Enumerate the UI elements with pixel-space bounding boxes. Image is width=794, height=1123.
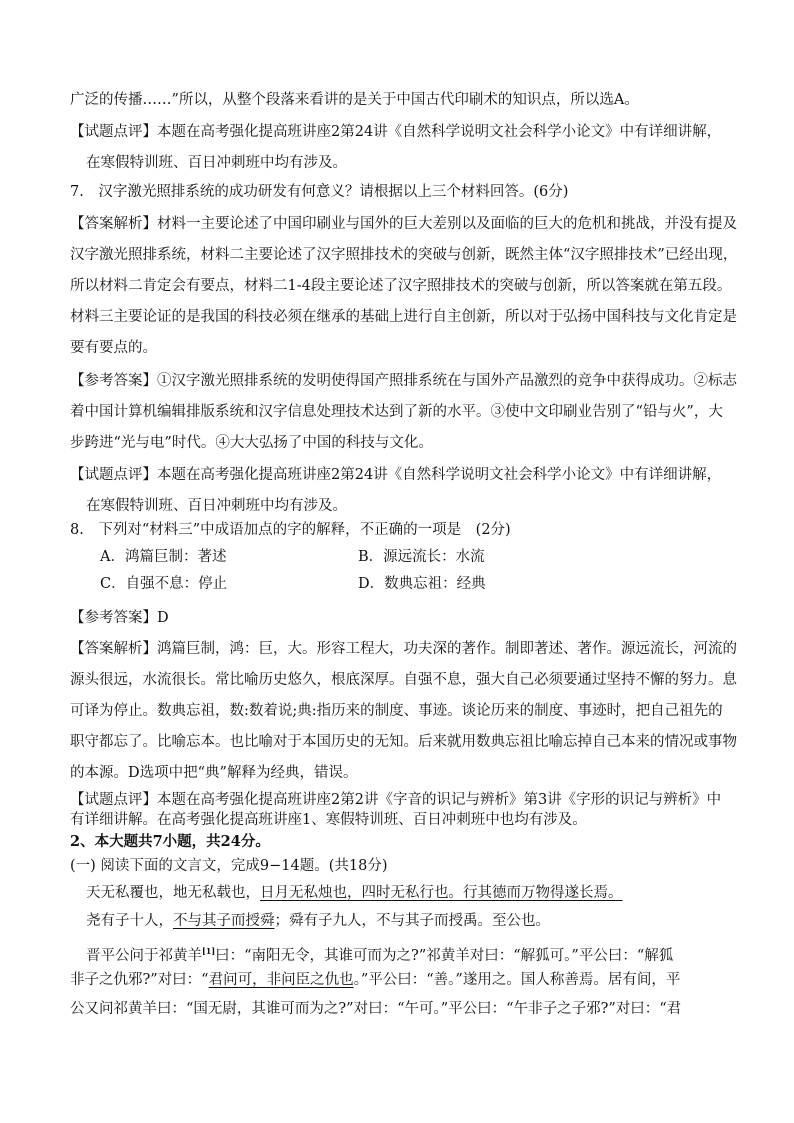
answer-analysis-line: 要有要点的。 [70, 340, 157, 356]
answer-analysis-line: 所以材料二肯定会有要点，材料二1-4段主要论述了汉字照排技术的突破与创新，所以答案就在第五段。 [70, 278, 732, 294]
answer-analysis-line: 【答案解析】鸿篇巨制，鸿：巨，大。形容工程大，功夫深的著作。制即著述、著作。源远流长，河流的 [70, 641, 737, 657]
reference-answer-line: 着中国计算机编辑排版系统和汉字信息处理技术达到了新的水平。③使中文印刷业告别了“铅与火”，大 [70, 404, 723, 420]
text-span: 尧有子十人， [86, 913, 173, 929]
reference-answer-line: 【参考答案】①汉字激光照排系统的发明使得国产照排系统在与国外产品激烈的竞争中获得成功。②标志 [70, 373, 737, 389]
answer-analysis-line: 职守都忘了。比喻忘本。也比喻对于本国历史的无知。后来就用数典忘祖比喻忘掉自己本来的情况或事物 [70, 734, 737, 750]
classical-text-line [86, 911, 746, 931]
commentary-line: 有详细讲解。在高考强化提高班讲座1、寒假特训班、百日冲刺班中也均有涉及。 [70, 812, 587, 828]
text-span: 非子之仇邪?”对曰：“ [70, 972, 209, 988]
option-c: C．自强不息：停止 [100, 576, 228, 592]
underlined-sentence: 君问可，非问臣之仇也 [208, 972, 354, 988]
classical-text-line [86, 883, 746, 903]
answer-analysis-line: 源头很远，水流很长。常比喻历史悠久，根底深厚。自强不息，强大自己必须要通过坚持不懈的努力。息 [70, 672, 737, 688]
answer-analysis-line: 【答案解析】材料一主要论述了中国印刷业与国外的巨大差别以及面临的巨大的危机和挑战，并没有提及 [70, 216, 737, 232]
text-span: 晋平公问于祁黄羊 [86, 947, 202, 964]
question-8: 8. 下列对“材料三”中成语加点的字的解释，不正确的一项是 (2分) [70, 522, 511, 538]
classical-text-line: 公又问祁黄羊曰：“国无尉，其谁可而为之?”对曰：“午可。”平公曰：“午非子之子邪?”对曰：“君 [70, 1001, 682, 1017]
text-span: 天无私覆也，地无私载也， [86, 885, 260, 901]
classical-text-line [70, 970, 730, 990]
reference-answer-line: 【参考答案】D [70, 610, 169, 626]
text-span: 。”平公曰：“善。”遂用之。国人称善焉。居有间，平 [353, 972, 681, 988]
answer-analysis-line: 材料三主要论证的是我国的科技必须在继承的基础上进行自主创新，所以对于弘扬中国科技与文化肯定是 [70, 309, 737, 325]
answer-analysis-line: 汉字激光照排系统，材料二主要论述了汉字照排技术的突破与创新，既然主体“汉字照排技术”已经出现， [70, 247, 738, 263]
text-span: 曰：“南阳无令，其谁可而为之?”祁黄羊对曰：“解狐可。”平公曰：“解狐 [215, 947, 674, 964]
underlined-sentence: 不与其子而授舜 [173, 913, 275, 929]
option-d: D．数典忘祖：经典 [358, 576, 486, 592]
commentary-line: 【试题点评】本题在高考强化提高班讲座2第2讲《字音的识记与辨析》第3讲《字形的识记与辨析》中 [70, 792, 722, 808]
commentary-line: 【试题点评】本题在高考强化提高班讲座2第24讲《自然科学说明文社会科学小论文》中有详细讲解， [70, 124, 722, 140]
answer-analysis-line: 的本源。D选项中把“典”解释为经典，错误。 [70, 765, 358, 781]
answer-analysis-line: 可译为停止。数典忘祖，数:数着说;典:指历来的制度、事迹。谈论历来的制度、事迹时，把自己祖先的 [70, 703, 723, 719]
underlined-sentence: 日月无私烛也，四时无私行也。行其德而万物得遂长焉。 [260, 885, 623, 901]
commentary-line: 在寒假特训班、百日冲刺班中均有涉及。 [86, 155, 347, 171]
question-7: 7. 汉字激光照排系统的成功研发有何意义？请根据以上三个材料回答。(6分) [70, 184, 569, 200]
subsection-heading: (一) 阅读下面的文言文，完成9−14题。(共18分) [70, 858, 388, 874]
text-span: ；舜有子九人，不与其子而授禹。至公也。 [274, 913, 550, 929]
reference-answer-line: 步跨进“光与电”时代。④大大弘扬了中国的科技与文化。 [70, 435, 433, 451]
option-b: B．源远流长：水流 [358, 549, 485, 565]
footnote-marker: [1] [202, 946, 216, 956]
option-a: A．鸿篇巨制：著述 [100, 549, 227, 565]
commentary-line: 在寒假特训班、百日冲刺班中均有涉及。 [86, 498, 347, 514]
text-line: 广泛的传播……”所以，从整个段落来看讲的是关于中国古代印刷术的知识点，所以选A。 [70, 92, 639, 108]
commentary-line: 【试题点评】本题在高考强化提高班讲座2第24讲《自然科学说明文社会科学小论文》中有详细讲解， [70, 467, 722, 483]
classical-text-line [86, 941, 746, 966]
section-heading: 2、本大题共7小题，共24分。 [70, 833, 270, 850]
